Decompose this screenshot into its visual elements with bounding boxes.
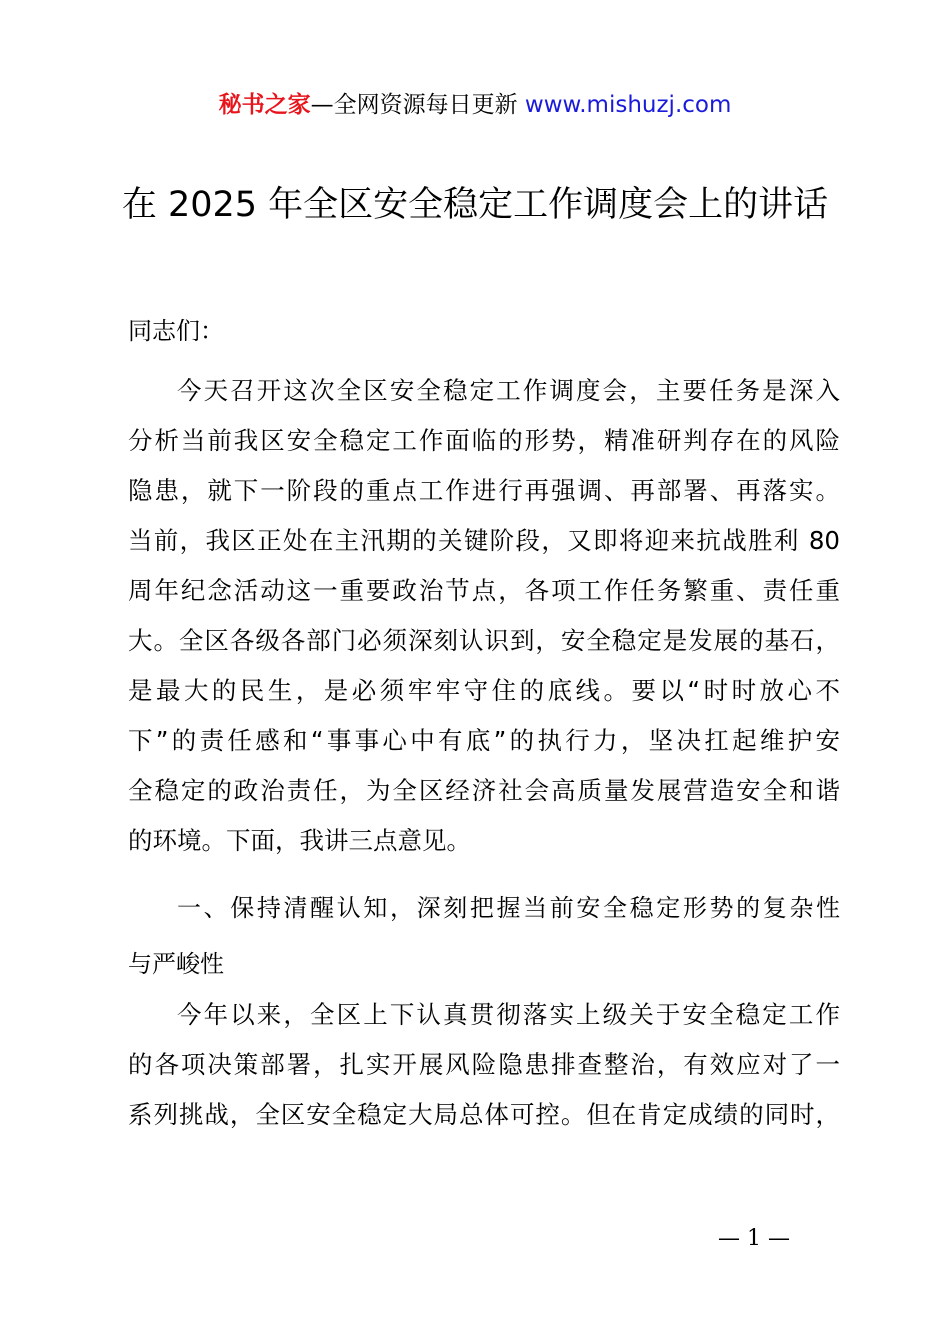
heading-line: 一、保持清醒认知，深刻把握当前安全稳定形势的复杂性 xyxy=(177,894,840,922)
header-banner xyxy=(0,88,950,122)
paragraph-line: 是最大的民生，是必须牢牢守住的底线。要以“时时放心不 xyxy=(128,676,840,705)
salutation: 同志们： xyxy=(128,317,224,345)
brand-name: 秘书之家 xyxy=(218,92,311,118)
paragraph-line: 下”的责任感和“事事心中有底”的执行力，坚决扛起维护安 xyxy=(128,726,840,755)
paragraph-section1 xyxy=(128,990,840,1140)
document-title: 在 2025 年全区安全稳定工作调度会上的讲话 xyxy=(121,185,829,225)
paragraph-line: 分析当前我区安全稳定工作面临的形势，精准研判存在的风险 xyxy=(128,426,840,455)
paragraph-line: 当前，我区正处在主汛期的关键阶段，又即将迎来抗战胜利 80 xyxy=(128,526,840,555)
paragraph-line: 系列挑战，全区安全稳定大局总体可控。但在肯定成绩的同时， xyxy=(128,1100,840,1129)
paragraph-line: 的环境。下面，我讲三点意见。 xyxy=(128,826,471,855)
header-tagline: —全网资源每日更新 xyxy=(310,92,518,118)
section-heading-1 xyxy=(128,880,840,992)
paragraph-line: 全稳定的政治责任，为全区经济社会高质量发展营造安全和谐 xyxy=(128,776,840,805)
paragraph-line: 周年纪念活动这一重要政治节点，各项工作任务繁重、责任重 xyxy=(128,576,840,605)
heading-line: 与严峻性 xyxy=(128,950,224,978)
paragraph-line: 的各项决策部署，扎实开展风险隐患排查整治，有效应对了一 xyxy=(128,1050,840,1079)
paragraph-line: 隐患，就下一阶段的重点工作进行再强调、再部署、再落实。 xyxy=(128,476,840,505)
paragraph-line: 今天召开这次全区安全稳定工作调度会，主要任务是深入 xyxy=(177,376,840,405)
paragraph-intro xyxy=(128,366,840,866)
site-url-link[interactable]: www.mishuzj.com xyxy=(524,92,732,118)
page-number: — 1 — xyxy=(718,1226,790,1251)
paragraph-line: 今年以来，全区上下认真贯彻落实上级关于安全稳定工作 xyxy=(177,1000,840,1029)
paragraph-line: 大。全区各级各部门必须深刻认识到，安全稳定是发展的基石， xyxy=(128,626,840,655)
